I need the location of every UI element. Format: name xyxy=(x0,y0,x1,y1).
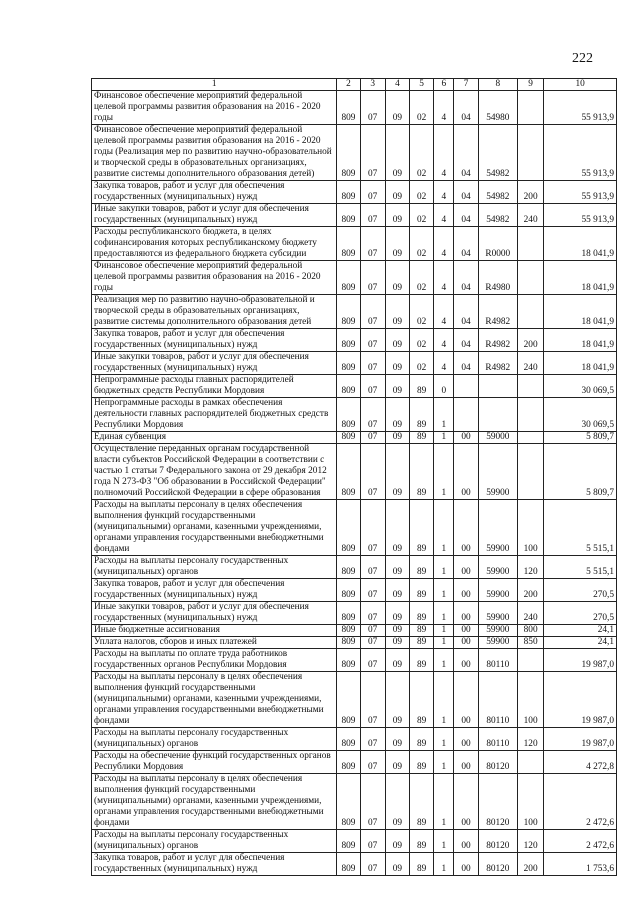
code-cell-c9: 240 xyxy=(518,602,544,625)
code-cell-c7: 00 xyxy=(454,602,478,625)
code-cell-c6: 1 xyxy=(434,500,454,556)
amount-cell: 24,1 xyxy=(544,625,617,637)
table-row xyxy=(92,728,617,751)
code-cell-c6: 4 xyxy=(434,329,454,352)
code-cell-c6: 1 xyxy=(434,398,454,432)
code-cell-c7: 00 xyxy=(454,625,478,637)
row-name: Иные закупки товаров, работ и услуг для обеспечения государственных (муниципальных) нужд xyxy=(92,352,337,375)
code-cell-c2: 809 xyxy=(337,91,360,125)
row-name: Уплата налогов, сборов и иных платежей xyxy=(92,637,337,649)
row-name: Единая субвенция xyxy=(92,432,337,444)
code-cell-c2: 809 xyxy=(337,204,360,227)
code-cell-c7: 00 xyxy=(454,444,478,500)
code-cell-c5: 02 xyxy=(410,329,434,352)
header-cell: 7 xyxy=(454,79,478,91)
code-cell-c3: 07 xyxy=(360,181,385,204)
code-cell-c6: 1 xyxy=(434,444,454,500)
code-cell-c8: 80110 xyxy=(478,649,517,672)
code-cell-c6: 4 xyxy=(434,181,454,204)
code-cell-c7: 04 xyxy=(454,91,478,125)
code-cell-c5: 02 xyxy=(410,227,434,261)
code-cell-c9: 240 xyxy=(518,352,544,375)
code-cell-c8 xyxy=(478,375,517,398)
table-row xyxy=(92,352,617,375)
code-cell-c8: R4980 xyxy=(478,261,517,295)
code-cell-c7: 00 xyxy=(454,774,478,830)
code-cell-c9: 200 xyxy=(518,853,544,876)
code-cell-c6: 4 xyxy=(434,227,454,261)
table-row xyxy=(92,853,617,876)
row-name: Иные закупки товаров, работ и услуг для обеспечения государственных (муниципальных) нужд xyxy=(92,204,337,227)
code-cell-c6: 4 xyxy=(434,352,454,375)
table-row xyxy=(92,774,617,830)
amount-cell: 55 913,9 xyxy=(544,181,617,204)
row-name: Расходы на выплаты персоналу в целях обеспечения выполнения функций государственными (муниципальными) органами, казенными учреждениями, органами управления государственными внебюджетными фондами xyxy=(92,774,337,830)
code-cell-c4: 09 xyxy=(385,500,409,556)
code-cell-c2: 809 xyxy=(337,181,360,204)
table-row xyxy=(92,227,617,261)
code-cell-c5: 89 xyxy=(410,625,434,637)
table-header-row xyxy=(92,79,617,91)
code-cell-c3: 07 xyxy=(360,830,385,853)
amount-cell: 30 069,5 xyxy=(544,398,617,432)
code-cell-c9 xyxy=(518,432,544,444)
table-row xyxy=(92,751,617,774)
code-cell-c2: 809 xyxy=(337,830,360,853)
code-cell-c5: 89 xyxy=(410,728,434,751)
table-row xyxy=(92,261,617,295)
table-row xyxy=(92,637,617,649)
code-cell-c7: 04 xyxy=(454,261,478,295)
code-cell-c8: 80120 xyxy=(478,853,517,876)
code-cell-c5: 89 xyxy=(410,649,434,672)
row-name: Финансовое обеспечение мероприятий федеральной целевой программы развития образования на 2016 - 2020 годы (Реализация мер по развитию научно-образовательной и творческой среды в образовательных организациях, развитие системы дополнительного образования детей) xyxy=(92,125,337,181)
code-cell-c7: 00 xyxy=(454,556,478,579)
code-cell-c4: 09 xyxy=(385,637,409,649)
table-row xyxy=(92,295,617,329)
code-cell-c3: 07 xyxy=(360,728,385,751)
code-cell-c8: 54982 xyxy=(478,204,517,227)
code-cell-c9: 240 xyxy=(518,204,544,227)
code-cell-c3: 07 xyxy=(360,579,385,602)
code-cell-c3: 07 xyxy=(360,91,385,125)
code-cell-c2: 809 xyxy=(337,774,360,830)
code-cell-c9 xyxy=(518,398,544,432)
code-cell-c7: 00 xyxy=(454,853,478,876)
code-cell-c7: 04 xyxy=(454,204,478,227)
code-cell-c4: 09 xyxy=(385,181,409,204)
code-cell-c9 xyxy=(518,261,544,295)
amount-cell: 270,5 xyxy=(544,602,617,625)
code-cell-c5: 89 xyxy=(410,556,434,579)
code-cell-c2: 809 xyxy=(337,853,360,876)
row-name: Финансовое обеспечение мероприятий федеральной целевой программы развития образования на 2016 - 2020 годы xyxy=(92,91,337,125)
code-cell-c2: 809 xyxy=(337,751,360,774)
code-cell-c6: 1 xyxy=(434,602,454,625)
row-name: Закупка товаров, работ и услуг для обеспечения государственных (муниципальных) нужд xyxy=(92,329,337,352)
row-name: Непрограммные расходы в рамках обеспечения деятельности главных распорядителей бюджетных средств Республики Мордовия xyxy=(92,398,337,432)
code-cell-c6: 0 xyxy=(434,375,454,398)
header-cell: 4 xyxy=(385,79,409,91)
code-cell-c8: 59900 xyxy=(478,625,517,637)
code-cell-c6: 1 xyxy=(434,649,454,672)
amount-cell: 270,5 xyxy=(544,579,617,602)
code-cell-c7: 00 xyxy=(454,751,478,774)
code-cell-c5: 89 xyxy=(410,751,434,774)
code-cell-c2: 809 xyxy=(337,398,360,432)
code-cell-c9 xyxy=(518,375,544,398)
code-cell-c3: 07 xyxy=(360,227,385,261)
code-cell-c4: 09 xyxy=(385,649,409,672)
code-cell-c5: 02 xyxy=(410,91,434,125)
code-cell-c8: 54982 xyxy=(478,125,517,181)
amount-cell: 30 069,5 xyxy=(544,375,617,398)
row-name: Реализация мер по развитию научно-образовательной и творческой среды в образовательных организациях, развитие системы дополнительного образования детей xyxy=(92,295,337,329)
code-cell-c4: 09 xyxy=(385,329,409,352)
code-cell-c5: 02 xyxy=(410,125,434,181)
code-cell-c9: 200 xyxy=(518,329,544,352)
code-cell-c7: 04 xyxy=(454,295,478,329)
code-cell-c3: 07 xyxy=(360,444,385,500)
code-cell-c2: 809 xyxy=(337,625,360,637)
code-cell-c2: 809 xyxy=(337,637,360,649)
code-cell-c8 xyxy=(478,398,517,432)
code-cell-c5: 02 xyxy=(410,295,434,329)
amount-cell: 18 041,9 xyxy=(544,352,617,375)
code-cell-c7: 00 xyxy=(454,830,478,853)
code-cell-c9: 120 xyxy=(518,830,544,853)
code-cell-c3: 07 xyxy=(360,637,385,649)
code-cell-c9 xyxy=(518,295,544,329)
code-cell-c7: 00 xyxy=(454,672,478,728)
table-row xyxy=(92,329,617,352)
code-cell-c4: 09 xyxy=(385,398,409,432)
amount-cell: 19 987,0 xyxy=(544,728,617,751)
table-row xyxy=(92,432,617,444)
row-name: Расходы на выплаты по оплате труда работников государственных органов Республики Мордовия xyxy=(92,649,337,672)
code-cell-c2: 809 xyxy=(337,579,360,602)
code-cell-c6: 1 xyxy=(434,556,454,579)
code-cell-c5: 02 xyxy=(410,352,434,375)
code-cell-c7 xyxy=(454,375,478,398)
code-cell-c9: 100 xyxy=(518,500,544,556)
row-name: Расходы на выплаты персоналу государственных (муниципальных) органов xyxy=(92,830,337,853)
code-cell-c5: 89 xyxy=(410,398,434,432)
code-cell-c3: 07 xyxy=(360,649,385,672)
code-cell-c8: 80110 xyxy=(478,672,517,728)
table-row xyxy=(92,204,617,227)
code-cell-c7: 00 xyxy=(454,432,478,444)
code-cell-c2: 809 xyxy=(337,444,360,500)
code-cell-c3: 07 xyxy=(360,774,385,830)
code-cell-c3: 07 xyxy=(360,375,385,398)
code-cell-c2: 809 xyxy=(337,556,360,579)
code-cell-c9: 850 xyxy=(518,637,544,649)
code-cell-c7: 00 xyxy=(454,579,478,602)
code-cell-c2: 809 xyxy=(337,375,360,398)
code-cell-c9: 800 xyxy=(518,625,544,637)
table-row xyxy=(92,602,617,625)
code-cell-c6: 1 xyxy=(434,853,454,876)
code-cell-c6: 1 xyxy=(434,728,454,751)
code-cell-c4: 09 xyxy=(385,352,409,375)
amount-cell: 55 913,9 xyxy=(544,91,617,125)
code-cell-c9 xyxy=(518,227,544,261)
code-cell-c5: 89 xyxy=(410,375,434,398)
code-cell-c4: 09 xyxy=(385,295,409,329)
code-cell-c8: 59900 xyxy=(478,444,517,500)
row-name: Расходы на выплаты персоналу в целях обеспечения выполнения функций государственными (муниципальными) органами, казенными учреждениями, органами управления государственными внебюджетными фондами xyxy=(92,672,337,728)
row-name: Иные закупки товаров, работ и услуг для обеспечения государственных (муниципальных) нужд xyxy=(92,602,337,625)
code-cell-c7: 00 xyxy=(454,637,478,649)
header-cell: 3 xyxy=(360,79,385,91)
code-cell-c4: 09 xyxy=(385,672,409,728)
code-cell-c5: 02 xyxy=(410,204,434,227)
code-cell-c6: 1 xyxy=(434,672,454,728)
code-cell-c8: 59900 xyxy=(478,556,517,579)
code-cell-c5: 89 xyxy=(410,830,434,853)
code-cell-c4: 09 xyxy=(385,728,409,751)
table-row xyxy=(92,579,617,602)
code-cell-c6: 1 xyxy=(434,830,454,853)
code-cell-c4: 09 xyxy=(385,204,409,227)
code-cell-c5: 89 xyxy=(410,432,434,444)
code-cell-c3: 07 xyxy=(360,398,385,432)
code-cell-c2: 809 xyxy=(337,672,360,728)
code-cell-c2: 809 xyxy=(337,728,360,751)
amount-cell: 18 041,9 xyxy=(544,295,617,329)
code-cell-c4: 09 xyxy=(385,125,409,181)
code-cell-c7: 04 xyxy=(454,352,478,375)
code-cell-c5: 89 xyxy=(410,853,434,876)
code-cell-c7: 04 xyxy=(454,227,478,261)
code-cell-c6: 1 xyxy=(434,751,454,774)
code-cell-c4: 09 xyxy=(385,853,409,876)
code-cell-c2: 809 xyxy=(337,352,360,375)
amount-cell: 55 913,9 xyxy=(544,125,617,181)
code-cell-c5: 02 xyxy=(410,261,434,295)
code-cell-c6: 1 xyxy=(434,637,454,649)
code-cell-c4: 09 xyxy=(385,579,409,602)
code-cell-c3: 07 xyxy=(360,352,385,375)
amount-cell: 4 272,8 xyxy=(544,751,617,774)
code-cell-c3: 07 xyxy=(360,625,385,637)
header-cell: 1 xyxy=(92,79,337,91)
code-cell-c8: R0000 xyxy=(478,227,517,261)
code-cell-c7: 00 xyxy=(454,728,478,751)
amount-cell: 18 041,9 xyxy=(544,261,617,295)
table-row xyxy=(92,625,617,637)
amount-cell: 5 809,7 xyxy=(544,432,617,444)
code-cell-c9: 200 xyxy=(518,579,544,602)
code-cell-c8: 80120 xyxy=(478,751,517,774)
code-cell-c3: 07 xyxy=(360,556,385,579)
code-cell-c5: 89 xyxy=(410,774,434,830)
row-name: Финансовое обеспечение мероприятий федеральной целевой программы развития образования на 2016 - 2020 годы xyxy=(92,261,337,295)
code-cell-c9: 120 xyxy=(518,556,544,579)
code-cell-c2: 809 xyxy=(337,649,360,672)
table-row xyxy=(92,556,617,579)
code-cell-c8: 80120 xyxy=(478,774,517,830)
code-cell-c3: 07 xyxy=(360,295,385,329)
amount-cell: 19 987,0 xyxy=(544,649,617,672)
code-cell-c8: 59900 xyxy=(478,579,517,602)
table-row xyxy=(92,181,617,204)
code-cell-c9: 200 xyxy=(518,181,544,204)
budget-table xyxy=(91,78,617,876)
code-cell-c4: 09 xyxy=(385,751,409,774)
code-cell-c6: 1 xyxy=(434,774,454,830)
amount-cell: 19 987,0 xyxy=(544,672,617,728)
code-cell-c4: 09 xyxy=(385,625,409,637)
row-name: Непрограммные расходы главных распорядителей бюджетных средств Республики Мордовия xyxy=(92,375,337,398)
code-cell-c9: 120 xyxy=(518,728,544,751)
code-cell-c8: R4982 xyxy=(478,295,517,329)
code-cell-c2: 809 xyxy=(337,329,360,352)
code-cell-c9 xyxy=(518,444,544,500)
code-cell-c4: 09 xyxy=(385,91,409,125)
code-cell-c6: 4 xyxy=(434,91,454,125)
code-cell-c7: 04 xyxy=(454,329,478,352)
header-cell: 10 xyxy=(544,79,617,91)
code-cell-c3: 07 xyxy=(360,432,385,444)
code-cell-c5: 02 xyxy=(410,181,434,204)
code-cell-c2: 809 xyxy=(337,500,360,556)
code-cell-c9: 100 xyxy=(518,774,544,830)
code-cell-c6: 1 xyxy=(434,432,454,444)
row-name: Иные бюджетные ассигнования xyxy=(92,625,337,637)
row-name: Расходы на выплаты персоналу государственных (муниципальных) органов xyxy=(92,556,337,579)
code-cell-c8: 80110 xyxy=(478,728,517,751)
amount-cell: 5 515,1 xyxy=(544,500,617,556)
table-row xyxy=(92,830,617,853)
code-cell-c4: 09 xyxy=(385,444,409,500)
code-cell-c3: 07 xyxy=(360,329,385,352)
table-row xyxy=(92,649,617,672)
amount-cell: 18 041,9 xyxy=(544,329,617,352)
code-cell-c9 xyxy=(518,91,544,125)
amount-cell: 5 515,1 xyxy=(544,556,617,579)
code-cell-c6: 4 xyxy=(434,125,454,181)
header-cell: 2 xyxy=(337,79,360,91)
code-cell-c3: 07 xyxy=(360,602,385,625)
row-name: Закупка товаров, работ и услуг для обеспечения государственных (муниципальных) нужд xyxy=(92,579,337,602)
amount-cell: 24,1 xyxy=(544,637,617,649)
code-cell-c8: 80120 xyxy=(478,830,517,853)
amount-cell: 2 472,6 xyxy=(544,830,617,853)
code-cell-c5: 89 xyxy=(410,637,434,649)
code-cell-c3: 07 xyxy=(360,751,385,774)
code-cell-c2: 809 xyxy=(337,432,360,444)
header-cell: 6 xyxy=(434,79,454,91)
header-cell: 9 xyxy=(518,79,544,91)
code-cell-c3: 07 xyxy=(360,204,385,227)
code-cell-c3: 07 xyxy=(360,261,385,295)
code-cell-c8: 59900 xyxy=(478,602,517,625)
amount-cell: 1 753,6 xyxy=(544,853,617,876)
code-cell-c6: 4 xyxy=(434,204,454,227)
code-cell-c6: 4 xyxy=(434,261,454,295)
code-cell-c5: 89 xyxy=(410,579,434,602)
code-cell-c9 xyxy=(518,751,544,774)
row-name: Расходы республиканского бюджета, в целях софинансирования которых республиканскому бюджету предоставляются из федерального бюджета субсидии xyxy=(92,227,337,261)
table-row xyxy=(92,398,617,432)
table-row xyxy=(92,91,617,125)
amount-cell: 2 472,6 xyxy=(544,774,617,830)
code-cell-c8: 59900 xyxy=(478,500,517,556)
code-cell-c8: R4982 xyxy=(478,352,517,375)
row-name: Расходы на выплаты персоналу в целях обеспечения выполнения функций государственными (муниципальными) органами, казенными учреждениями, органами управления государственными внебюджетными фондами xyxy=(92,500,337,556)
code-cell-c4: 09 xyxy=(385,602,409,625)
code-cell-c4: 09 xyxy=(385,227,409,261)
code-cell-c7: 00 xyxy=(454,500,478,556)
code-cell-c9 xyxy=(518,125,544,181)
code-cell-c4: 09 xyxy=(385,556,409,579)
page-number: 222 xyxy=(572,51,593,66)
code-cell-c5: 89 xyxy=(410,602,434,625)
row-name: Осуществление переданных органам государственной власти субъектов Российской Федерации в соответствии с частью 1 статьи 7 Федерального закона от 29 декабря 2012 года N 273-ФЗ "Об образовании в Российской Федерации" полномочий Российской Федерации в сфере образования xyxy=(92,444,337,500)
code-cell-c8: 54982 xyxy=(478,181,517,204)
table-row xyxy=(92,500,617,556)
amount-cell: 55 913,9 xyxy=(544,204,617,227)
amount-cell: 18 041,9 xyxy=(544,227,617,261)
code-cell-c3: 07 xyxy=(360,853,385,876)
code-cell-c7 xyxy=(454,398,478,432)
code-cell-c7: 04 xyxy=(454,125,478,181)
row-name: Закупка товаров, работ и услуг для обеспечения государственных (муниципальных) нужд xyxy=(92,853,337,876)
code-cell-c2: 809 xyxy=(337,295,360,329)
row-name: Расходы на выплаты персоналу государственных (муниципальных) органов xyxy=(92,728,337,751)
code-cell-c2: 809 xyxy=(337,602,360,625)
amount-cell: 5 809,7 xyxy=(544,444,617,500)
code-cell-c4: 09 xyxy=(385,774,409,830)
row-name: Расходы на обеспечение функций государственных органов Республики Мордовия xyxy=(92,751,337,774)
code-cell-c2: 809 xyxy=(337,227,360,261)
header-cell: 8 xyxy=(478,79,517,91)
code-cell-c3: 07 xyxy=(360,125,385,181)
code-cell-c4: 09 xyxy=(385,432,409,444)
code-cell-c9: 100 xyxy=(518,672,544,728)
code-cell-c7: 04 xyxy=(454,181,478,204)
table-row xyxy=(92,125,617,181)
code-cell-c4: 09 xyxy=(385,830,409,853)
code-cell-c4: 09 xyxy=(385,261,409,295)
code-cell-c6: 1 xyxy=(434,625,454,637)
table-row xyxy=(92,444,617,500)
code-cell-c8: 59900 xyxy=(478,637,517,649)
code-cell-c5: 89 xyxy=(410,500,434,556)
table-row xyxy=(92,672,617,728)
code-cell-c8: R4982 xyxy=(478,329,517,352)
code-cell-c4: 09 xyxy=(385,375,409,398)
row-name: Закупка товаров, работ и услуг для обеспечения государственных (муниципальных) нужд xyxy=(92,181,337,204)
code-cell-c6: 4 xyxy=(434,295,454,329)
header-cell: 5 xyxy=(410,79,434,91)
code-cell-c5: 89 xyxy=(410,672,434,728)
code-cell-c8: 54980 xyxy=(478,91,517,125)
code-cell-c2: 809 xyxy=(337,125,360,181)
code-cell-c3: 07 xyxy=(360,672,385,728)
code-cell-c6: 1 xyxy=(434,579,454,602)
code-cell-c8: 59000 xyxy=(478,432,517,444)
table-row xyxy=(92,375,617,398)
code-cell-c3: 07 xyxy=(360,500,385,556)
code-cell-c7: 00 xyxy=(454,649,478,672)
code-cell-c9 xyxy=(518,649,544,672)
code-cell-c5: 89 xyxy=(410,444,434,500)
code-cell-c2: 809 xyxy=(337,261,360,295)
